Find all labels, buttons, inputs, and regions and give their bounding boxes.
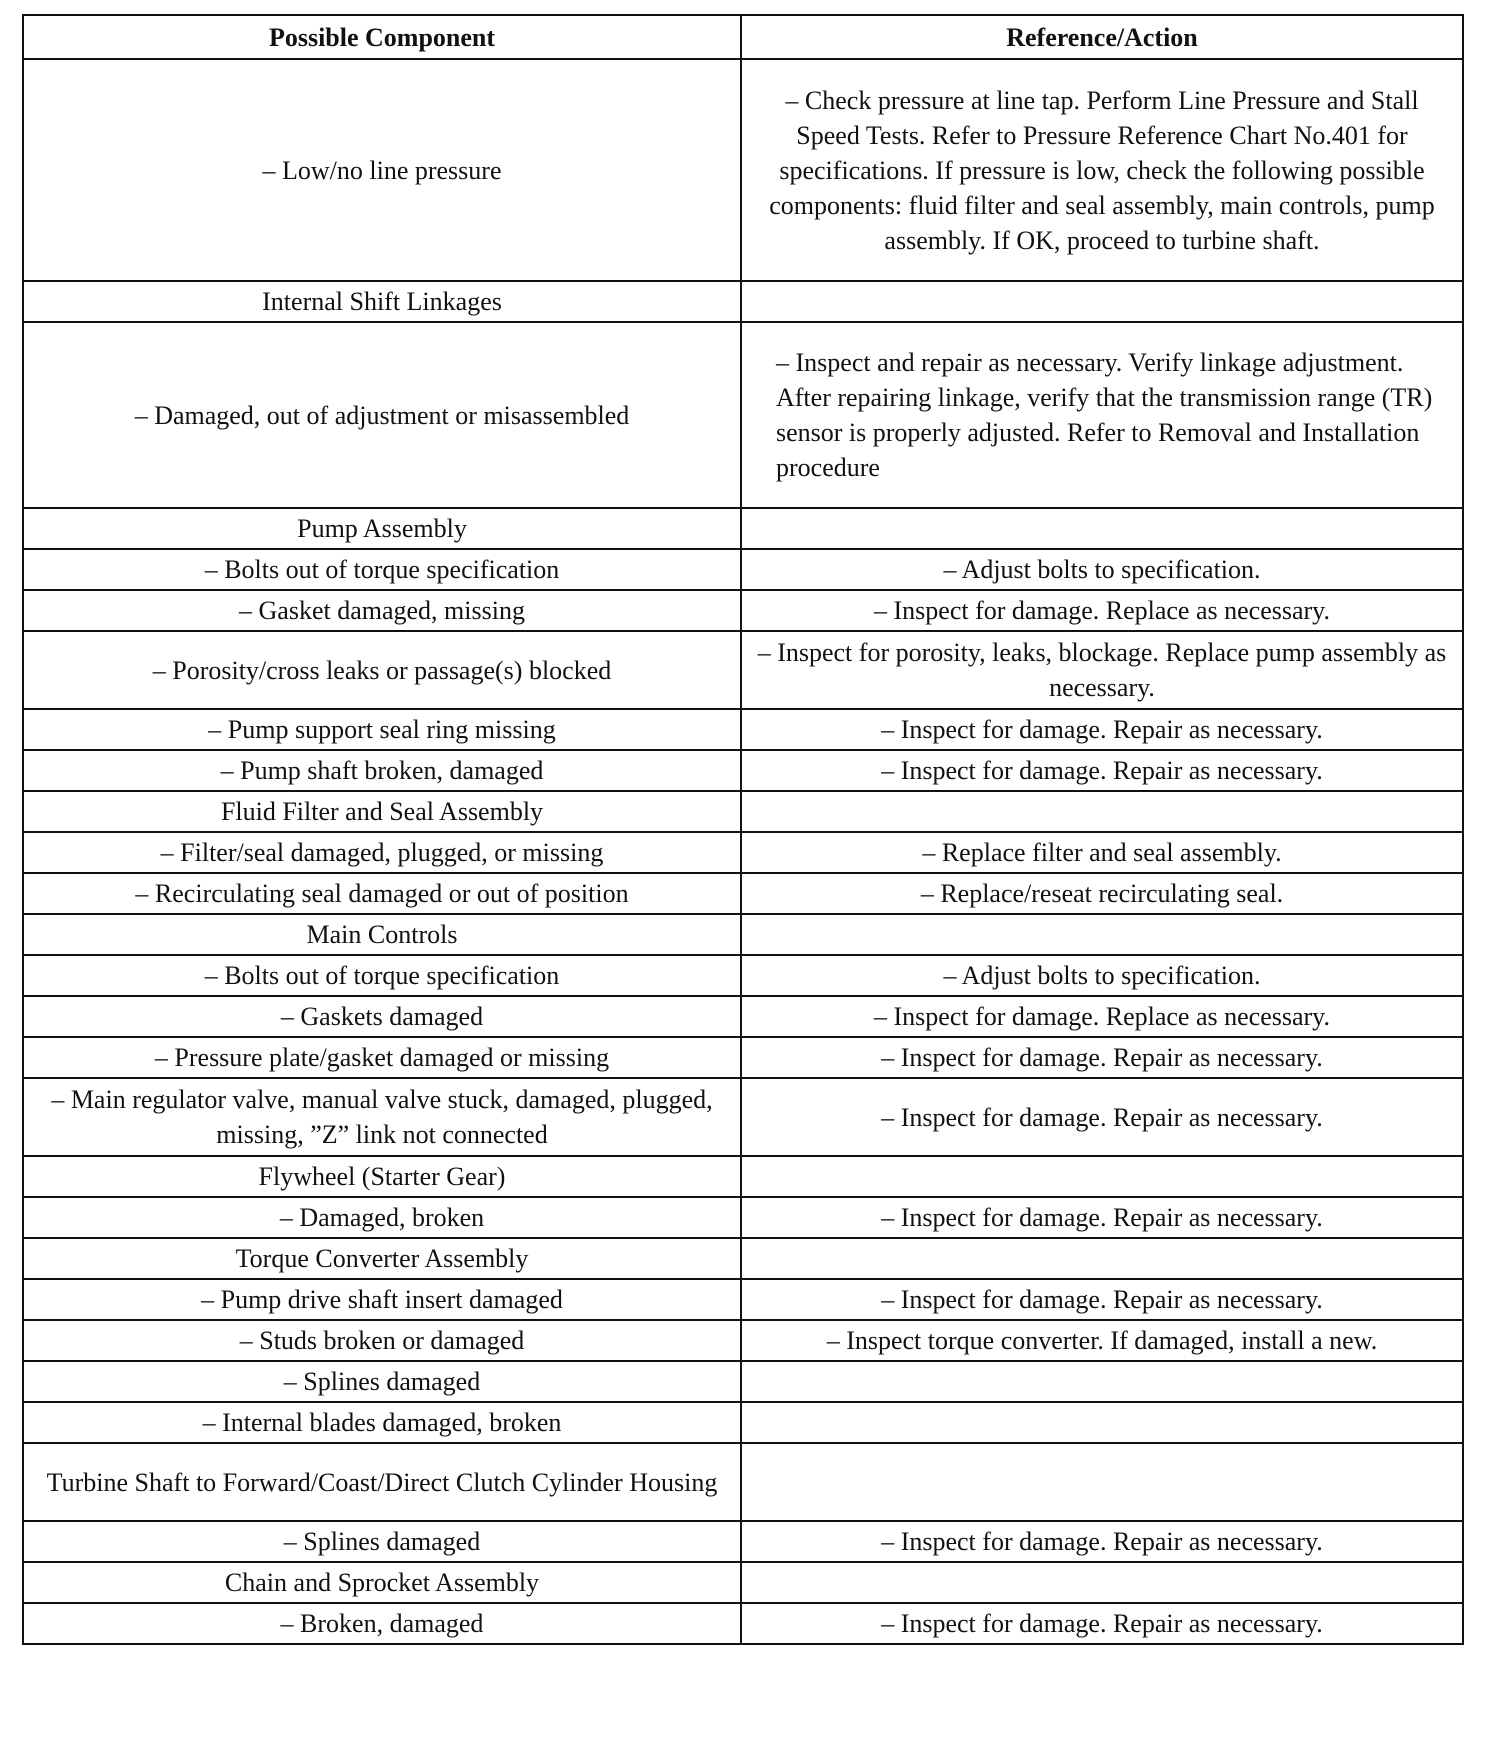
- action-cell: – Replace filter and seal assembly.: [741, 832, 1463, 873]
- component-cell: – Broken, damaged: [23, 1603, 741, 1644]
- section-row: [23, 508, 1463, 549]
- section-heading-cell: Pump Assembly: [23, 508, 741, 549]
- table-row: [23, 996, 1463, 1037]
- component-cell: – Bolts out of torque specification: [23, 549, 741, 590]
- section-heading-cell: Fluid Filter and Seal Assembly: [23, 791, 741, 832]
- action-cell: – Inspect for damage. Repair as necessary.: [741, 1078, 1463, 1156]
- section-heading-cell: Flywheel (Starter Gear): [23, 1156, 741, 1197]
- action-cell: [741, 791, 1463, 832]
- table-row: [23, 1603, 1463, 1644]
- action-cell: – Inspect torque converter. If damaged, install a new.: [741, 1320, 1463, 1361]
- component-cell: – Pressure plate/gasket damaged or missing: [23, 1037, 741, 1078]
- component-cell: – Damaged, broken: [23, 1197, 741, 1238]
- section-row: [23, 1156, 1463, 1197]
- section-row: [23, 791, 1463, 832]
- component-cell: – Pump support seal ring missing: [23, 709, 741, 750]
- section-heading-cell: Internal Shift Linkages: [23, 281, 741, 322]
- table-row: [23, 750, 1463, 791]
- section-row: [23, 1238, 1463, 1279]
- table-row: [23, 1320, 1463, 1361]
- document-page: [22, 14, 1462, 1645]
- section-row: [23, 914, 1463, 955]
- component-cell: – Studs broken or damaged: [23, 1320, 741, 1361]
- component-cell: – Splines damaged: [23, 1521, 741, 1562]
- component-cell: – Bolts out of torque specification: [23, 955, 741, 996]
- column-header-possible-component: Possible Component: [23, 15, 741, 59]
- action-cell: – Inspect for damage. Replace as necessary.: [741, 996, 1463, 1037]
- action-cell: [741, 1443, 1463, 1521]
- action-cell: – Adjust bolts to specification.: [741, 549, 1463, 590]
- action-cell: – Inspect for damage. Repair as necessary.: [741, 1197, 1463, 1238]
- action-cell: [741, 1238, 1463, 1279]
- table-header-row: [23, 15, 1463, 59]
- action-cell: [741, 508, 1463, 549]
- table-row: [23, 1197, 1463, 1238]
- action-cell: [741, 914, 1463, 955]
- table-row: [23, 59, 1463, 281]
- component-cell: – Pump shaft broken, damaged: [23, 750, 741, 791]
- table-row: [23, 1521, 1463, 1562]
- component-cell: – Main regulator valve, manual valve stuck, damaged, plugged, missing, ”Z” link not connected: [23, 1078, 741, 1156]
- table-row: [23, 955, 1463, 996]
- section-row: [23, 281, 1463, 322]
- component-cell: – Damaged, out of adjustment or misassembled: [23, 322, 741, 508]
- table-row: [23, 590, 1463, 631]
- table-row: [23, 1279, 1463, 1320]
- action-cell: – Adjust bolts to specification.: [741, 955, 1463, 996]
- component-cell: – Pump drive shaft insert damaged: [23, 1279, 741, 1320]
- action-cell: – Inspect for damage. Repair as necessary.: [741, 709, 1463, 750]
- component-cell: – Splines damaged: [23, 1361, 741, 1402]
- action-cell: – Inspect for porosity, leaks, blockage. Replace pump assembly as necessary.: [741, 631, 1463, 709]
- action-cell: [741, 281, 1463, 322]
- section-row: [23, 1443, 1463, 1521]
- action-cell: – Inspect and repair as necessary. Verify linkage adjustment. After repairing linkage, verify that the transmission range (TR) sensor is properly adjusted. Refer to Removal and Installation procedure: [741, 322, 1463, 508]
- table-row: [23, 832, 1463, 873]
- action-cell: [741, 1562, 1463, 1603]
- action-cell: – Inspect for damage. Repair as necessary.: [741, 1279, 1463, 1320]
- action-cell: – Inspect for damage. Repair as necessary.: [741, 1037, 1463, 1078]
- section-heading-cell: Torque Converter Assembly: [23, 1238, 741, 1279]
- table-row: [23, 631, 1463, 709]
- action-cell: [741, 1156, 1463, 1197]
- action-cell: – Inspect for damage. Repair as necessary.: [741, 1603, 1463, 1644]
- component-cell: – Low/no line pressure: [23, 59, 741, 281]
- table-row: [23, 549, 1463, 590]
- troubleshooting-table: [22, 14, 1464, 1645]
- table-row: [23, 1402, 1463, 1443]
- action-cell: – Check pressure at line tap. Perform Line Pressure and Stall Speed Tests. Refer to Pressure Reference Chart No.401 for specifications. If pressure is low, check the following possible components: fluid filter and seal assembly, main controls, pump assembly. If OK, proceed to turbine shaft.: [741, 59, 1463, 281]
- table-row: [23, 873, 1463, 914]
- section-heading-cell: Chain and Sprocket Assembly: [23, 1562, 741, 1603]
- component-cell: – Gasket damaged, missing: [23, 590, 741, 631]
- component-cell: – Internal blades damaged, broken: [23, 1402, 741, 1443]
- component-cell: – Recirculating seal damaged or out of position: [23, 873, 741, 914]
- table-row: [23, 322, 1463, 508]
- action-cell: [741, 1361, 1463, 1402]
- section-heading-cell: Turbine Shaft to Forward/Coast/Direct Clutch Cylinder Housing: [23, 1443, 741, 1521]
- section-heading-cell: Main Controls: [23, 914, 741, 955]
- action-cell: – Inspect for damage. Repair as necessary.: [741, 750, 1463, 791]
- table-row: [23, 1078, 1463, 1156]
- section-row: [23, 1562, 1463, 1603]
- component-cell: – Gaskets damaged: [23, 996, 741, 1037]
- action-cell: [741, 1402, 1463, 1443]
- component-cell: – Filter/seal damaged, plugged, or missing: [23, 832, 741, 873]
- component-cell: – Porosity/cross leaks or passage(s) blocked: [23, 631, 741, 709]
- action-cell: – Replace/reseat recirculating seal.: [741, 873, 1463, 914]
- table-row: [23, 1037, 1463, 1078]
- table-row: [23, 709, 1463, 750]
- action-cell: – Inspect for damage. Replace as necessary.: [741, 590, 1463, 631]
- column-header-reference-action: Reference/Action: [741, 15, 1463, 59]
- table-row: [23, 1361, 1463, 1402]
- action-cell: – Inspect for damage. Repair as necessary.: [741, 1521, 1463, 1562]
